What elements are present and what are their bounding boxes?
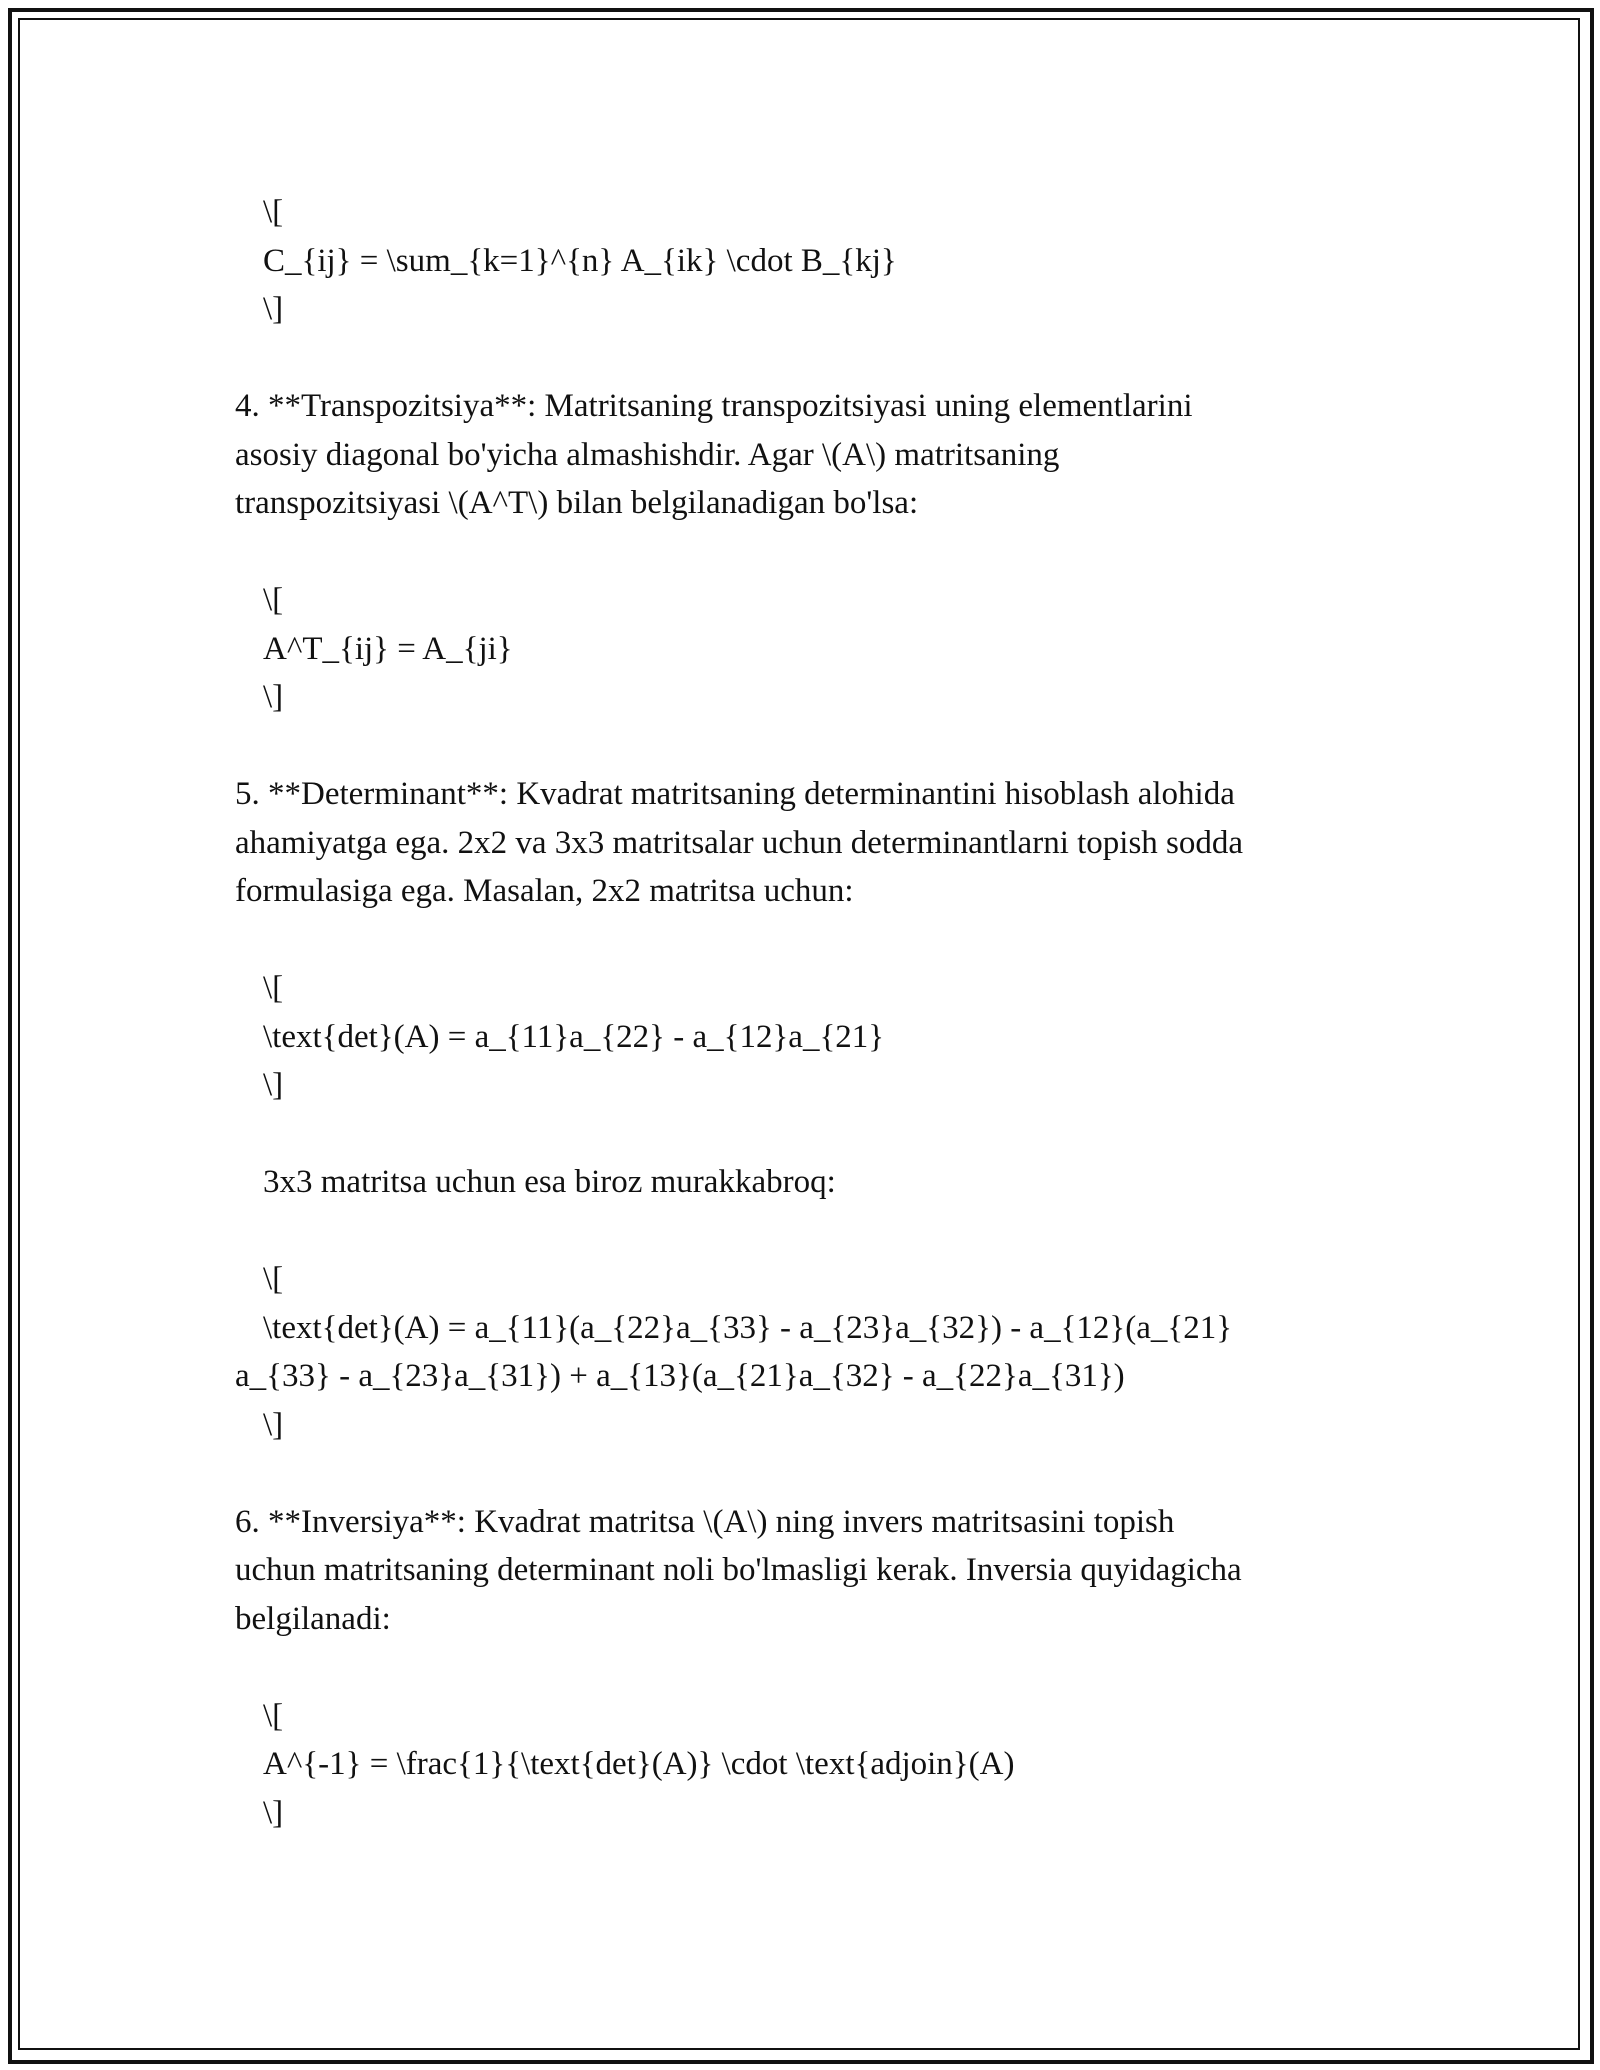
paragraph-line: uchun matritsaning determinant noli bo'lmasligi kerak. Inversia quyidagicha	[235, 1552, 1242, 1588]
formula-close: \]	[263, 1067, 284, 1103]
formula-open: \[	[263, 1697, 284, 1734]
paragraph-line: belgilanadi:	[235, 1600, 391, 1637]
spacer	[235, 722, 1375, 771]
formula-close: \]	[263, 1794, 284, 1831]
formula-close: \]	[263, 291, 284, 327]
formula-close: \]	[263, 679, 284, 715]
formula-close: \]	[263, 1406, 284, 1443]
paragraph-line: 4. **Transpozitsiya**: Matritsaning transpozitsiyasi uning elementlarini	[235, 388, 1193, 424]
document-body	[235, 188, 1375, 1837]
paragraph-line: asosiy diagonal bo'yicha almashishdir. Agar \(A\) matritsaning	[235, 436, 1060, 473]
formula-line: A^{-1} = \frac{1}{\text{det}(A)} \cdot \text{adjoin}(A)	[263, 1746, 1015, 1782]
spacer	[235, 528, 1375, 577]
paragraph-line: 6. **Inversiya**: Kvadrat matritsa \(A\) ning invers matritsasini topish	[235, 1503, 1175, 1540]
formula-open: \[	[263, 1261, 284, 1297]
paragraph-line: transpozitsiyasi \(A^T\) bilan belgilanadigan bo'lsa:	[235, 485, 919, 521]
spacer	[235, 334, 1375, 383]
formula-open: \[	[263, 194, 284, 230]
formula-line: \text{det}(A) = a_{11}a_{22} - a_{12}a_{21}	[263, 1018, 885, 1055]
formula-line: \text{det}(A) = a_{11}(a_{22}a_{33} - a_{23}a_{32}) - a_{12}(a_{21}	[263, 1309, 1233, 1346]
paragraph-line: ahamiyatga ega. 2x2 va 3x3 matritsalar uchun determinantlarni topish sodda	[235, 824, 1244, 861]
formula-line: a_{33} - a_{23}a_{31}) + a_{13}(a_{21}a_{32} - a_{22}a_{31})	[235, 1358, 1125, 1394]
spacer	[235, 1643, 1375, 1692]
paragraph-line: 5. **Determinant**: Kvadrat matritsaning determinantini hisoblash alohida	[235, 776, 1235, 812]
spacer	[235, 1449, 1375, 1498]
paragraph-line: 3x3 matritsa uchun esa biroz murakkabroq:	[263, 1164, 836, 1200]
formula-open: \[	[263, 970, 284, 1006]
spacer	[235, 1110, 1375, 1159]
spacer	[235, 916, 1375, 965]
formula-line: A^T_{ij} = A_{ji}	[263, 630, 513, 667]
paragraph-line: formulasiga ega. Masalan, 2x2 matritsa uchun:	[235, 873, 854, 909]
formula-open: \[	[263, 582, 284, 618]
spacer	[235, 1207, 1375, 1256]
formula-line: C_{ij} = \sum_{k=1}^{n} A_{ik} \cdot B_{kj}	[263, 242, 897, 279]
